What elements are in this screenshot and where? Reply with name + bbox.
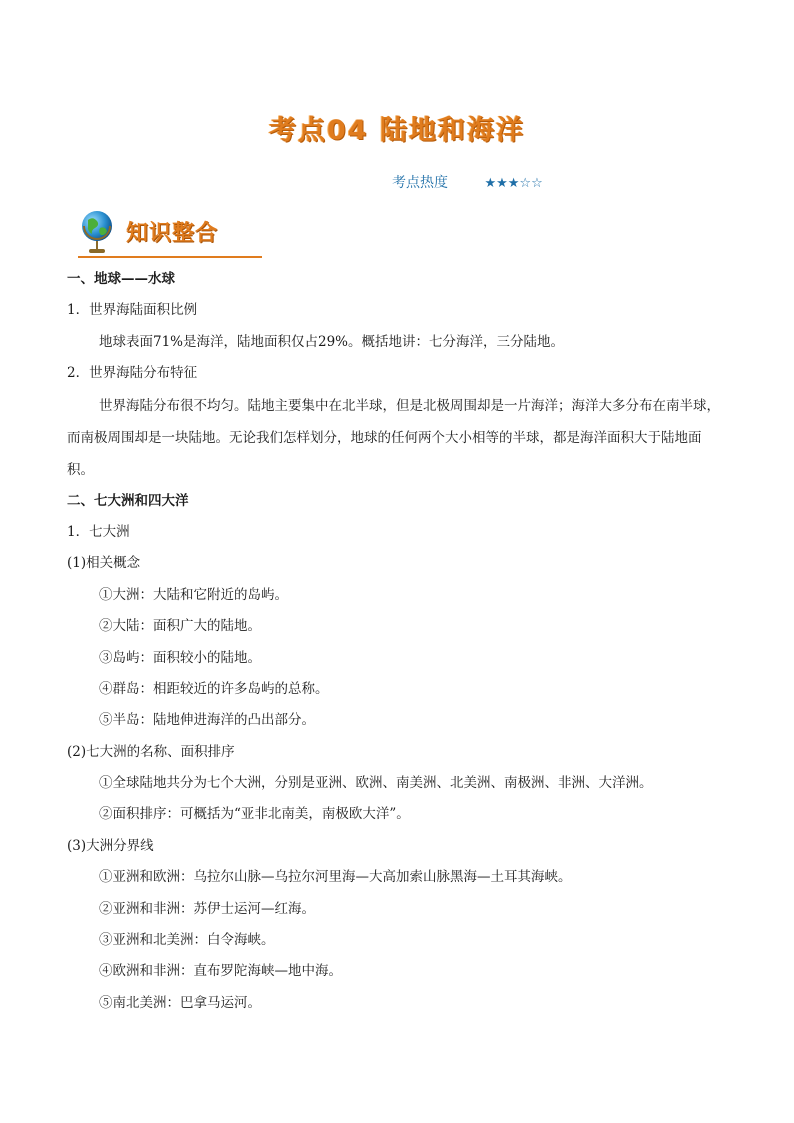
banner-title: 知识整合 — [126, 221, 219, 246]
list-item: ④欧洲和非洲：直布罗陀海峡—地中海。 — [99, 963, 342, 980]
list-item: ③岛屿：面积较小的陆地。 — [99, 649, 261, 666]
page-title: 考点04 陆地和海洋 — [269, 115, 525, 146]
section-1-title: 一、地球——水球 — [67, 271, 175, 287]
list-item: ③亚洲和北美洲：白令海峡。 — [99, 932, 275, 949]
heat-label: 考点热度 — [392, 175, 448, 191]
subsection-1-1: 1．世界海陆面积比例 — [67, 302, 198, 319]
list-item: ①亚洲和欧洲：乌拉尔山脉—乌拉尔河里海—大高加索山脉黑海—土耳其海峡。 — [99, 869, 572, 886]
globe-icon — [78, 208, 118, 256]
list-item: ①全球陆地共分为七个大洲，分别是亚洲、欧洲、南美洲、北美洲、南极洲、非洲、大洋洲。 — [99, 775, 653, 792]
paragraph-1-1: 地球表面71%是海洋，陆地面积仅占29%。概括地讲：七分海洋，三分陆地。 — [99, 333, 565, 350]
list-item: ②大陆：面积广大的陆地。 — [99, 618, 261, 635]
subsection-1-2: 2．世界海陆分布特征 — [67, 365, 198, 382]
list-item: ②亚洲和非洲：苏伊士运河—红海。 — [99, 900, 315, 917]
subheading-borders: (3)大洲分界线 — [67, 837, 154, 854]
banner-underline — [78, 256, 262, 258]
subsection-2-1: 1．七大洲 — [67, 523, 130, 540]
heat-stars: ★★★☆☆ — [484, 176, 543, 191]
subheading-concepts: (1)相关概念 — [67, 555, 141, 572]
section-2-title: 二、七大洲和四大洋 — [67, 492, 189, 509]
list-item: ②面积排序：可概括为“亚非北南美，南极欧大洋”。 — [99, 806, 410, 823]
paragraph-1-2: 世界海陆分布很不均匀。陆地主要集中在北半球，但是北极周围却是一片海洋；海洋大多分布在南半球，而南极周围却是一块陆地。无论我们怎样划分，地球的任何两个大小相等的半球，都是海洋面积大于陆地面积。 — [67, 397, 720, 478]
list-item: ④群岛：相距较近的许多岛屿的总称。 — [99, 680, 329, 697]
heat-rating — [392, 172, 543, 192]
document-body — [67, 264, 727, 1019]
list-item: ①大洲：大陆和它附近的岛屿。 — [99, 586, 288, 603]
subheading-names: (2)七大洲的名称、面积排序 — [67, 743, 235, 760]
list-item: ⑤半岛：陆地伸进海洋的凸出部分。 — [99, 712, 315, 729]
section-banner — [78, 208, 262, 258]
list-item: ⑤南北美洲：巴拿马运河。 — [99, 994, 261, 1011]
